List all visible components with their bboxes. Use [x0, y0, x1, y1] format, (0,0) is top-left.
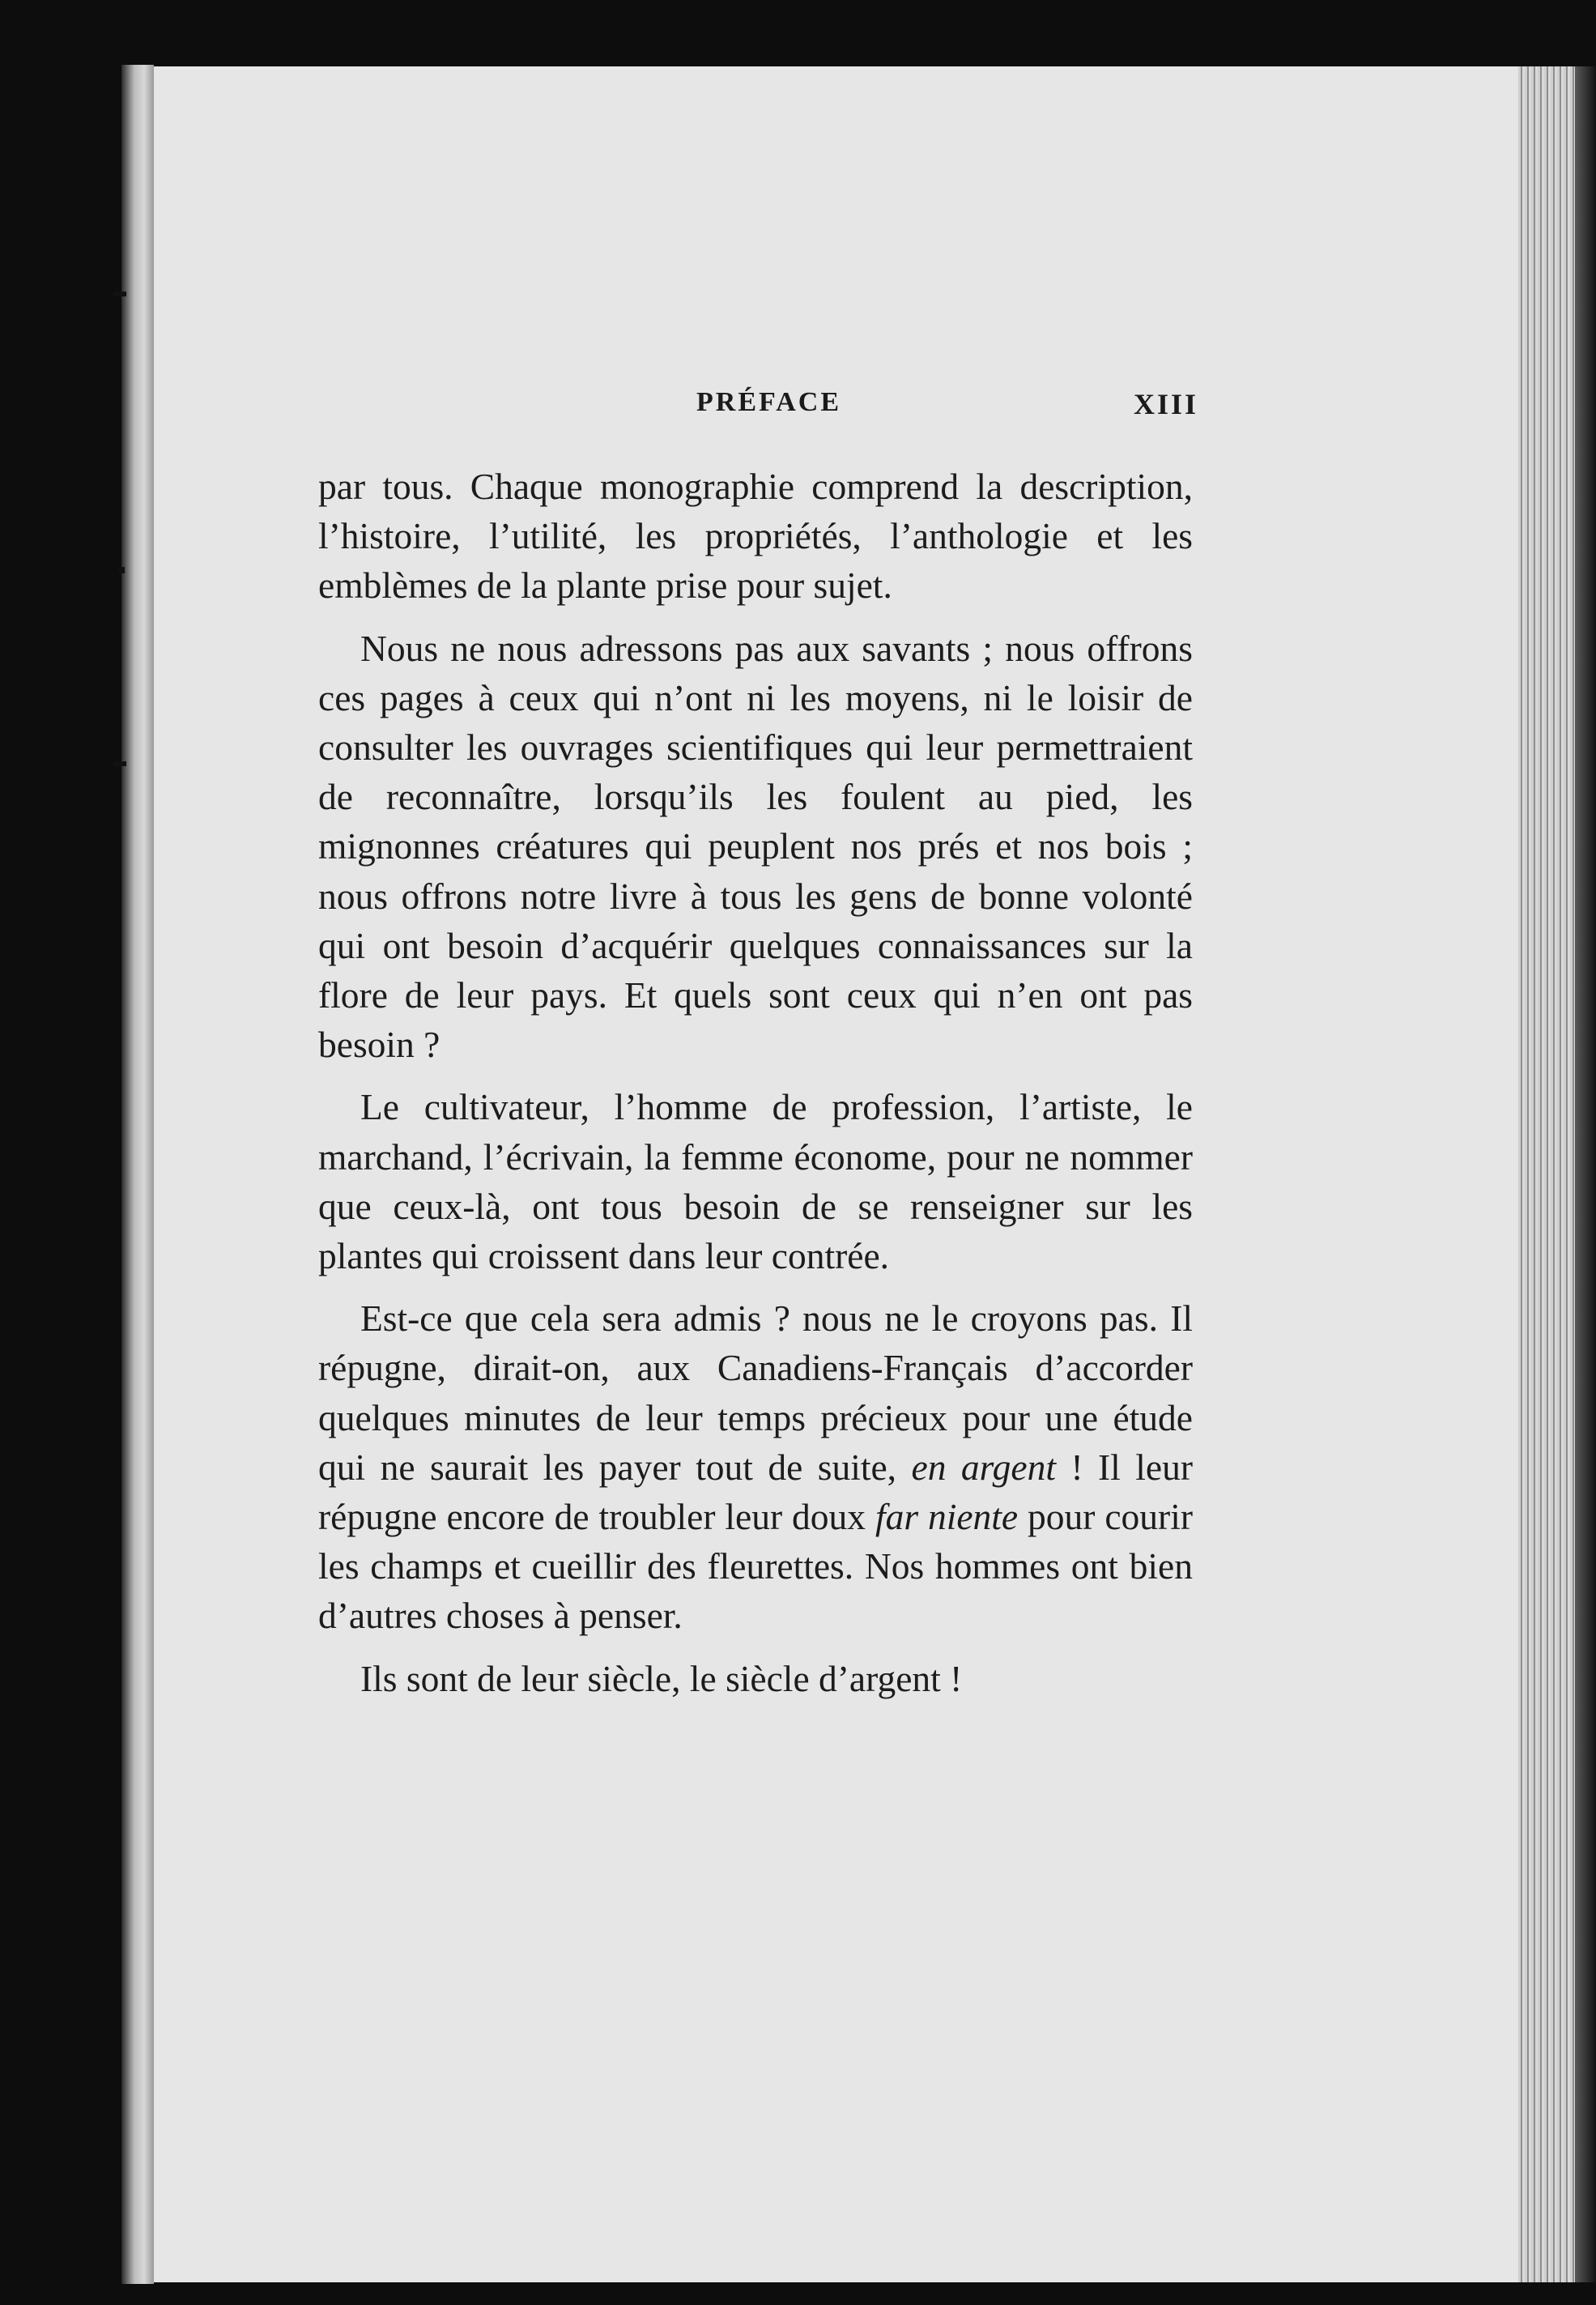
- book-right-shadow: [1575, 66, 1596, 2282]
- book-left-edge: [121, 65, 154, 2284]
- paragraph: [318, 1293, 1193, 1640]
- paragraph: par tous. Chaque monographie comprend la description, l’histoire, l’utilité, les propriétés, l’anthologie et les emblèmes de la plante prise pour sujet.: [318, 466, 1193, 607]
- margin-mark: [118, 567, 125, 573]
- paragraph-text: ! Il leur répugne encore de troubler leur doux: [318, 1446, 1193, 1538]
- margin-mark: [113, 292, 126, 296]
- italic-phrase: en argent: [911, 1446, 1056, 1488]
- book-page-edges: [1518, 66, 1575, 2282]
- page-number: XIII: [1133, 388, 1198, 420]
- running-head: PRÉFACE: [696, 387, 842, 417]
- margin-mark: [113, 761, 126, 766]
- paragraph-text: Est-ce que cela sera admis ? nous ne le croyons pas. Il répugne, dirait-on, aux Canadiens-Français d’accorder quelques minutes de leur temps précieux pour une étude qui ne saurait les payer tout de suite,: [318, 1297, 1193, 1488]
- italic-phrase: far niente: [875, 1496, 1019, 1538]
- paragraph: Nous ne nous adressons pas aux savants ; nous offrons ces pages à ceux qui n’ont ni les moyens, ni le loisir de consulter les ouvrages scientifiques qui leur permettraient de reconnaître, lorsqu’ils les foulent au pied, les mignonnes créatures qui peuplent nos prés et nos bois ; nous offrons notre livre à tous les gens de bonne volonté qui ont besoin d’acquérir quelques connaissances sur la flore de leur pays. Et quels sont ceux qui n’en ont pas besoin ?: [318, 627, 1193, 1066]
- page-body: [318, 462, 1193, 1716]
- paragraph-text: pour courir les champs et cueillir des fleurettes. Nos hommes ont bien d’autres choses à penser.: [318, 1496, 1193, 1637]
- page-header: [316, 387, 1198, 428]
- paragraph: Le cultivateur, l’homme de profession, l’artiste, le marchand, l’écrivain, la femme économe, pour ne nommer que ceux-là, ont tous besoin de se renseigner sur les plantes qui croissent dans leur contrée.: [318, 1086, 1193, 1277]
- paragraph: Ils sont de leur siècle, le siècle d’argent !: [360, 1657, 963, 1699]
